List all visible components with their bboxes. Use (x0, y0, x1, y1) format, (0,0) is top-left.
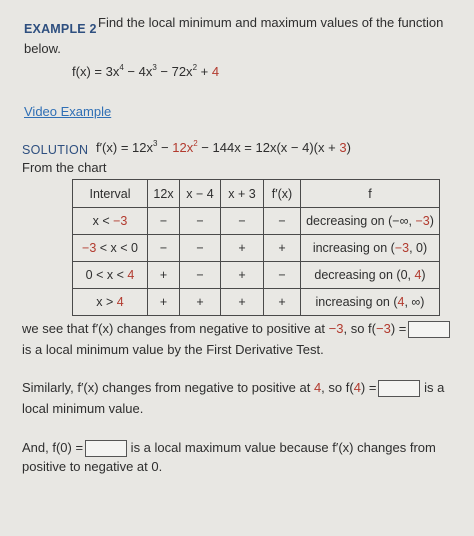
header-interval: Interval (73, 180, 148, 208)
interval-cell: 0 < x < 4 (73, 262, 148, 289)
answer-input-f-0[interactable] (85, 440, 127, 457)
interval-cell: −3 < x < 0 (73, 235, 148, 262)
video-example-link[interactable]: Video Example (24, 104, 112, 119)
conclusion-line-4: local minimum value. (22, 401, 144, 416)
from-chart-text: From the chart (22, 160, 107, 175)
sign-cell: − (264, 208, 301, 235)
derivative-expression: $f'(x) = 12x^3 - 12x^2 - 144x = 12x(x - 4)(x + 3)$ (96, 139, 351, 155)
sign-cell: + (221, 262, 264, 289)
header-x-plus-3: x + 3 (221, 180, 264, 208)
solution-label: SOLUTION (22, 143, 89, 157)
sign-cell: + (148, 289, 180, 316)
sign-cell: − (180, 208, 221, 235)
table-row (73, 235, 440, 262)
table-row (73, 208, 440, 235)
conclusion-line-5: And, f(0) = is a local maximum value because f′(x) changes from (22, 440, 436, 457)
sign-cell: + (221, 235, 264, 262)
problem-statement-cont: below. (24, 41, 61, 56)
problem-statement: Find the local minimum and maximum values of the function (98, 15, 444, 30)
behavior-cell: increasing on (−3, 0) (301, 235, 440, 262)
sign-cell: − (148, 208, 180, 235)
table-row (73, 289, 440, 316)
conclusion-line-1: we see that f′(x) changes from negative to positive at −3, so f(−3) = (22, 321, 450, 338)
header-f: f (301, 180, 440, 208)
sign-cell: + (148, 262, 180, 289)
conclusion-line-3: Similarly, f′(x) changes from negative to positive at 4, so f(4) = is a (22, 380, 444, 397)
interval-cell: x < −3 (73, 208, 148, 235)
behavior-cell: increasing on (4, ∞) (301, 289, 440, 316)
answer-input-f-neg3[interactable] (408, 321, 450, 338)
interval-cell: x > 4 (73, 289, 148, 316)
example-label: EXAMPLE 2 (24, 22, 97, 36)
conclusion-line-6: positive to negative at 0. (22, 459, 163, 474)
sign-cell: + (180, 289, 221, 316)
sign-cell: + (221, 289, 264, 316)
sign-chart-table (72, 179, 440, 316)
sign-cell: − (148, 235, 180, 262)
table-row (73, 262, 440, 289)
behavior-cell: decreasing on (0, 4) (301, 262, 440, 289)
sign-cell: − (180, 262, 221, 289)
header-12x: 12x (148, 180, 180, 208)
function-definition: $f(x) = 3x^4 - 4x^3 - 72x^2 + 4$ (72, 63, 220, 79)
behavior-cell: decreasing on (−∞, −3) (301, 208, 440, 235)
sign-cell: − (264, 262, 301, 289)
sign-cell: − (180, 235, 221, 262)
conclusion-line-2: is a local minimum value by the First Derivative Test. (22, 342, 324, 357)
header-x-minus-4: x − 4 (180, 180, 221, 208)
header-f-prime: f′(x) (264, 180, 301, 208)
sign-cell: − (221, 208, 264, 235)
sign-cell: + (264, 289, 301, 316)
table-header-row (73, 180, 440, 208)
sign-cell: + (264, 235, 301, 262)
answer-input-f-4[interactable] (378, 380, 420, 397)
